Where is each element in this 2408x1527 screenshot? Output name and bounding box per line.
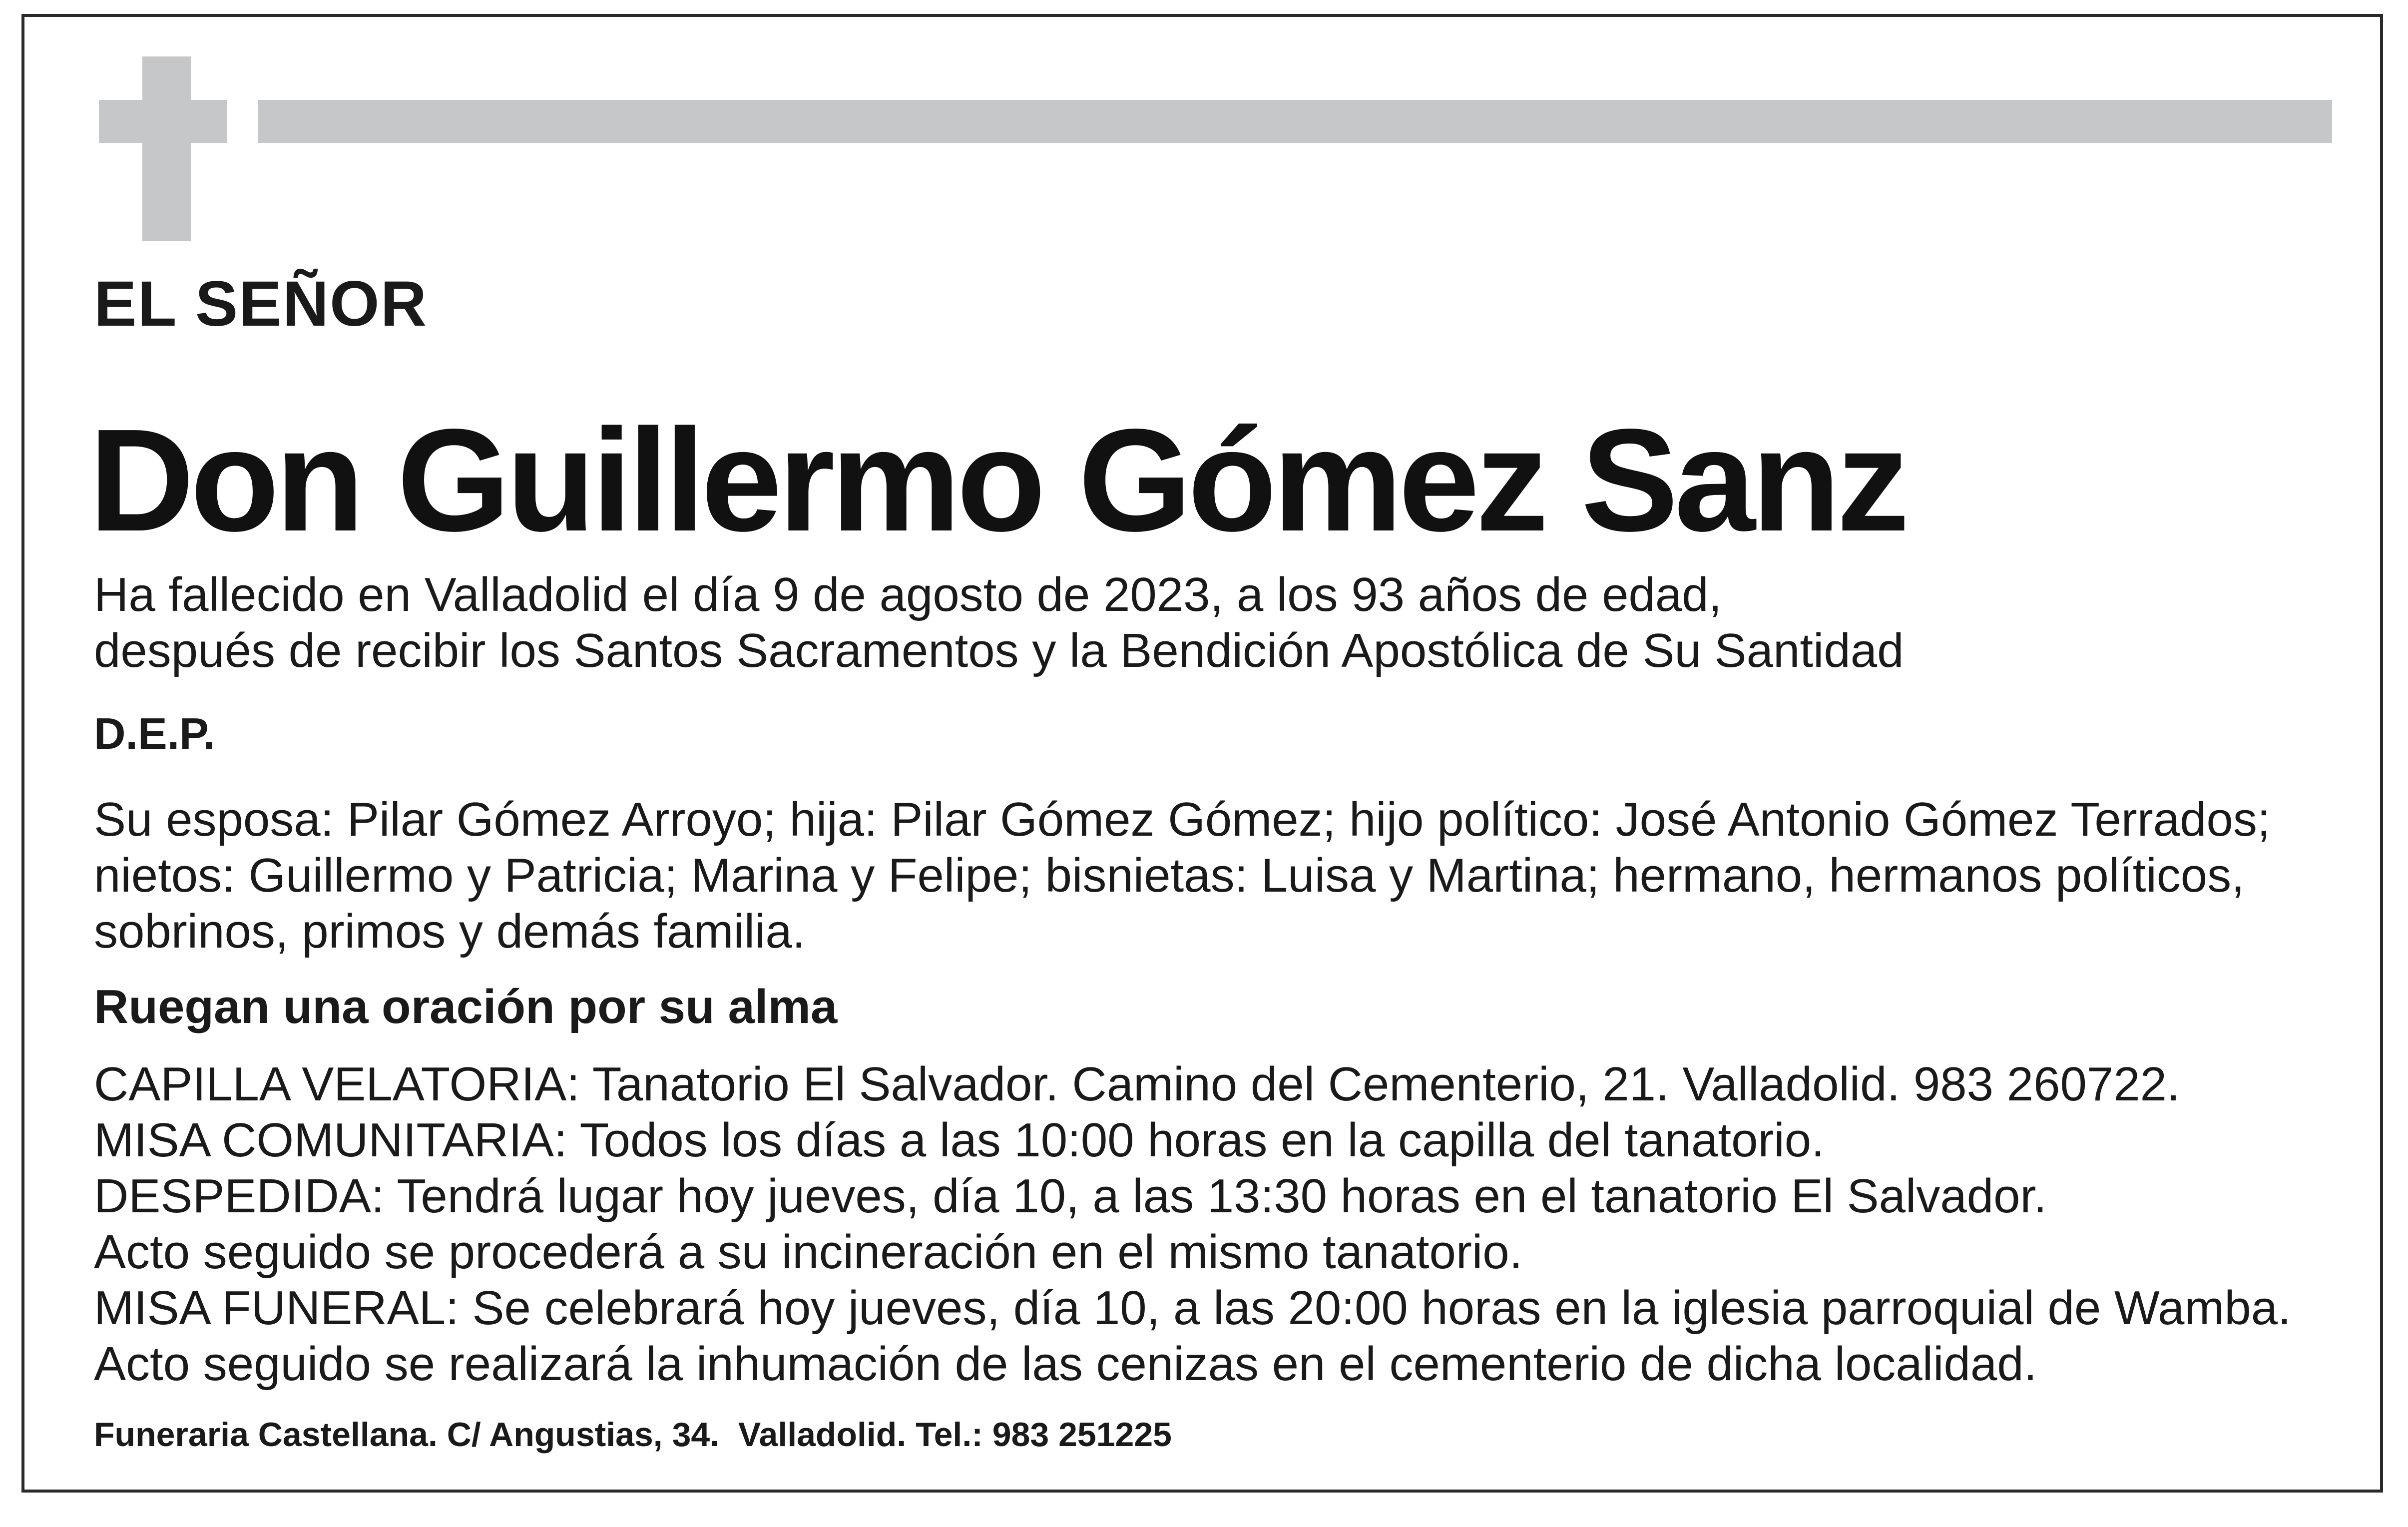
family-line: sobrinos, primos y demás familia. [94,905,806,958]
schedule-line: Acto seguido se realizará la inhumación de las cenizas en el cementerio de dicha localidad. [94,1337,2037,1391]
prayer-request: Ruegan una oración por su alma [94,980,838,1033]
rip-label: D.E.P. [94,709,215,758]
cross-horizontal-bar [99,100,227,143]
schedule-line: MISA FUNERAL: Se celebrará hoy jueves, día 10, a las 20:00 horas en la iglesia parroquial de Wamba. [94,1281,2291,1335]
funeral-home-footer: Funeraria Castellana. C/ Angustias, 34. Valladolid. Tel.: 983 251225 [94,1416,1172,1454]
death-announcement [94,567,1904,679]
service-schedule [94,1056,2291,1392]
schedule-line: CAPILLA VELATORIA: Tanatorio El Salvador. Camino del Cementerio, 21. Valladolid. 983 260722. [94,1057,2180,1111]
announcement-line: Ha fallecido en Valladolid el día 9 de agosto de 2023, a los 93 años de edad, [94,568,1722,621]
family-list [94,792,2271,960]
family-line: Su esposa: Pilar Gómez Arroyo; hija: Pilar Gómez Gómez; hijo político: José Antonio Gómez Terrados; [94,793,2271,846]
cross-vertical-bar [142,56,191,241]
notice-heading: EL SEÑOR [94,268,428,340]
family-line: nietos: Guillermo y Patricia; Marina y Felipe; bisnietas: Luisa y Martina; hermano, hermanos políticos, [94,849,2245,902]
schedule-line: Acto seguido se procederá a su incineración en el mismo tanatorio. [94,1225,1523,1279]
announcement-line: después de recibir los Santos Sacramentos y la Bendición Apostólica de Su Santidad [94,624,1904,677]
schedule-line: DESPEDIDA: Tendrá lugar hoy jueves, día 10, a las 13:30 horas en el tanatorio El Salvador. [94,1169,2047,1223]
schedule-line: MISA COMUNITARIA: Todos los días a las 10:00 horas en la capilla del tanatorio. [94,1113,1825,1167]
header-rule [258,100,2332,143]
deceased-name: Don Guillermo Gómez Sanz [89,399,1906,561]
